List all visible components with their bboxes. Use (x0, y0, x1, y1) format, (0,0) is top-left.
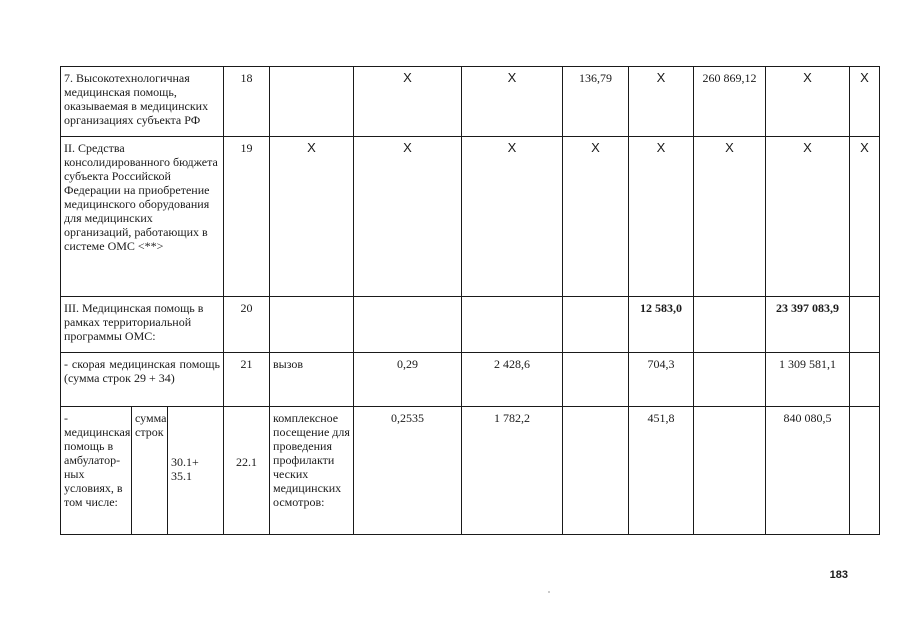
value-cell: X (766, 137, 850, 297)
value-cell (354, 297, 462, 353)
value-cell: 1 309 581,1 (766, 353, 850, 407)
value-cell (462, 297, 563, 353)
row-label: III. Медицинская помощь в рамках территориальной программы ОМС: (61, 297, 224, 353)
value-cell: 12 583,0 (629, 297, 694, 353)
value-cell: X (629, 67, 694, 137)
value-cell: 0,2535 (354, 407, 462, 535)
row-label: - медицинская помощь в амбулатор-ных условиях, в том числе: (61, 407, 132, 535)
table-row (61, 407, 880, 535)
table-row (61, 67, 880, 137)
row-number: 22.1 (224, 407, 270, 535)
value-cell: X (850, 67, 880, 137)
value-cell: 260 869,12 (694, 67, 766, 137)
unit-cell (270, 67, 354, 137)
value-cell (850, 353, 880, 407)
row-number: 20 (224, 297, 270, 353)
value-cell: 451,8 (629, 407, 694, 535)
value-cell (563, 407, 629, 535)
row-number: 18 (224, 67, 270, 137)
value-cell: 840 080,5 (766, 407, 850, 535)
budget-table (60, 66, 880, 535)
value-cell (694, 353, 766, 407)
row-number: 19 (224, 137, 270, 297)
value-cell: X (462, 67, 563, 137)
value-cell: X (629, 137, 694, 297)
value-cell: 0,29 (354, 353, 462, 407)
value-cell: 1 782,2 (462, 407, 563, 535)
value-cell: X (354, 67, 462, 137)
value-cell (850, 297, 880, 353)
row-label: 7. Высокотехнологичная медицинская помощь, оказываемая в медицинских организациях субъекта РФ (61, 67, 224, 137)
scan-speck (548, 591, 550, 593)
value-cell: 704,3 (629, 353, 694, 407)
value-cell: 2 428,6 (462, 353, 563, 407)
table-row (61, 297, 880, 353)
row-label: - скорая медицинская помощь (сумма строк 29 + 34) (61, 353, 224, 407)
value-cell (563, 297, 629, 353)
sum-label-cell: сумма строк (132, 407, 168, 535)
value-cell: X (563, 137, 629, 297)
value-cell: X (850, 137, 880, 297)
table-row (61, 353, 880, 407)
value-cell (563, 353, 629, 407)
table-row (61, 137, 880, 297)
value-cell: X (694, 137, 766, 297)
value-cell: X (766, 67, 850, 137)
row-label: II. Средства консолидированного бюджета субъекта Российской Федерации на приобретение медицинского оборудования для медицинских организаций, работающих в системе ОМС <**> (61, 137, 224, 297)
value-cell: 23 397 083,9 (766, 297, 850, 353)
value-cell: X (354, 137, 462, 297)
unit-cell (270, 297, 354, 353)
unit-cell: X (270, 137, 354, 297)
unit-cell: комплексное посещение для проведения профилакти ческих медицинских осмотров: (270, 407, 354, 535)
value-cell (850, 407, 880, 535)
value-cell: 136,79 (563, 67, 629, 137)
row-number: 21 (224, 353, 270, 407)
unit-cell: вызов (270, 353, 354, 407)
page-number: 183 (829, 569, 848, 581)
value-cell (694, 297, 766, 353)
value-cell (694, 407, 766, 535)
sum-value-cell: 30.1+ 35.1 (168, 407, 224, 535)
value-cell: X (462, 137, 563, 297)
